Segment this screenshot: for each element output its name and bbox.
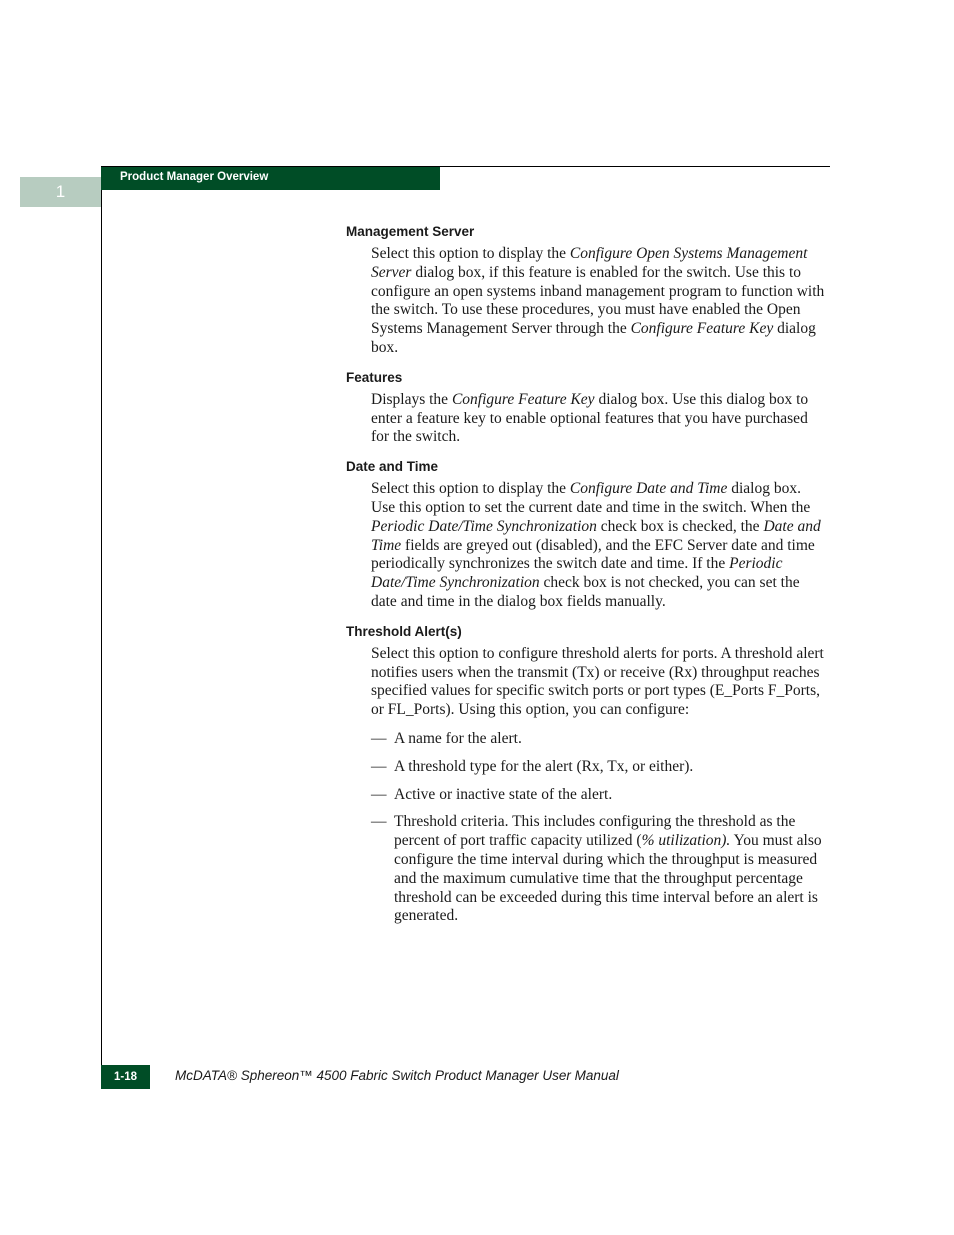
- text-run: fields are greyed out (disabled), and the EFC Server date and time periodically synchronizes the switch date and time. If the: [371, 536, 815, 573]
- entry-description: [371, 480, 826, 612]
- italic-text: Periodic Date/Time Synchronization: [371, 517, 597, 535]
- chapter-number-tab: 1: [20, 177, 101, 207]
- italic-text: Configure Date and Time: [569, 480, 728, 498]
- entry-title: Date and Time: [346, 459, 439, 475]
- text-run: dialog box. Use this option to set the current date and time in the switch. When the: [371, 480, 811, 516]
- italic-text: Configure Open Systems Management Server: [371, 245, 808, 281]
- text-run: check box is not checked, you can set the date and time in the dialog box fields manually.: [371, 574, 800, 610]
- text-run: You must also configure the time interval during which the throughput is measured and the maximum cumulative time that the throughput percentage threshold can be exceeded during this time interval before an alert is generated.: [394, 832, 822, 925]
- entry-description: [371, 245, 826, 358]
- dash-bullet: —: [371, 729, 387, 747]
- dash-bullet: —: [371, 813, 387, 831]
- text-run: Select this option to configure threshold alerts for ports. A threshold alert notifies users when the transmit (Tx) or receive (Rx) throughput reaches specified values for specific switch ports or port types (E_Ports F_Ports, or FL_Ports). Using this option, you can configure:: [371, 644, 824, 719]
- text-run: Select this option to display the: [371, 480, 570, 498]
- margin-rule: [101, 166, 102, 1089]
- text-run: dialog box.: [371, 320, 816, 356]
- text-run: A name for the alert.: [394, 729, 522, 747]
- text-run: Select this option to display the: [371, 245, 570, 262]
- dash-bullet: —: [371, 757, 387, 775]
- section-title-bar: Product Manager Overview: [101, 167, 440, 190]
- list-item: [371, 730, 826, 749]
- page-content: [346, 222, 826, 926]
- page-number: 1-18: [101, 1065, 150, 1089]
- option-list: [371, 730, 826, 926]
- text-run: Active or inactive state of the alert.: [394, 785, 613, 803]
- italic-text: Configure Feature Key: [451, 390, 595, 408]
- manual-title: McDATA® Sphereon™ 4500 Fabric Switch Product Manager User Manual: [175, 1068, 619, 1083]
- italic-text: Date and Time: [371, 517, 821, 554]
- text-run: check box is checked, the: [596, 517, 764, 535]
- dash-bullet: —: [371, 785, 387, 803]
- italic-text: Periodic Date/Time Synchronization: [371, 555, 783, 592]
- italic-text: Configure Feature Key: [630, 320, 774, 338]
- text-run: dialog box, if this feature is enabled for the switch. Use this to configure an open systems inband management program to function with the switch. To use these procedures, you must have enabled the Open Systems Management Server through the: [371, 263, 825, 338]
- text-run: Displays the: [371, 390, 452, 408]
- list-item: [371, 813, 826, 926]
- text-run: Threshold criteria. This includes configuring the threshold as the percent of port traffic capacity utilized (: [394, 813, 796, 850]
- italic-text: % utilization).: [641, 832, 731, 850]
- list-item: [371, 786, 826, 805]
- text-run: dialog box. Use this dialog box to enter a feature key to enable optional features that you have purchased for the switch.: [371, 390, 809, 446]
- entry-description: [371, 645, 826, 720]
- entry-description: [371, 391, 826, 447]
- list-item: [371, 758, 826, 777]
- entry-title: Features: [346, 369, 403, 385]
- entry-title: Threshold Alert(s): [346, 623, 462, 639]
- entry-title: Management Server: [346, 224, 475, 239]
- text-run: A threshold type for the alert (Rx, Tx, or either).: [394, 757, 694, 775]
